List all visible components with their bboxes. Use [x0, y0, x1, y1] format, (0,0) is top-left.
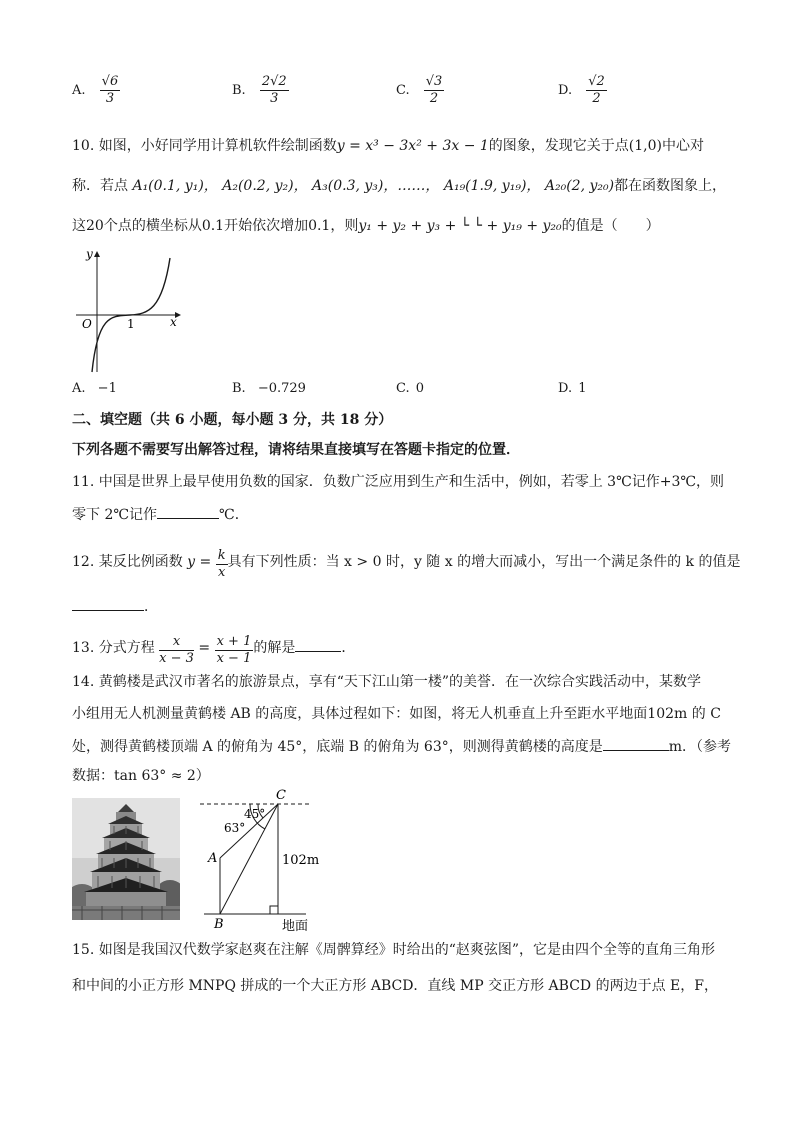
fraction — [159, 634, 194, 667]
denominator: 3 — [105, 91, 115, 106]
answer-blank[interactable] — [72, 596, 144, 611]
denominator: x — [217, 565, 226, 580]
option-value: −1 — [97, 381, 117, 396]
answer-blank[interactable] — [157, 504, 219, 519]
q13-text: ． — [341, 640, 356, 656]
q10-text: 这20个点的横坐标从0.1开始依次增加0.1，则 — [72, 218, 359, 234]
q10-text: 称．若点 — [72, 178, 128, 194]
origin-label: O — [82, 317, 92, 331]
denominator: 3 — [270, 91, 279, 106]
q10-text: 的值是（ ） — [561, 218, 660, 234]
q12-text: 12. 某反比例函数 — [72, 554, 183, 570]
q9-option-a — [72, 74, 120, 107]
option-label: D. — [558, 381, 573, 396]
fraction — [216, 548, 228, 581]
option-label: B. — [232, 381, 246, 396]
fraction — [260, 74, 289, 107]
q10-point: A₂(0.2, y₂)， — [222, 178, 308, 194]
q10-line-3 — [72, 216, 660, 236]
q10-text: 都在函数图象上， — [614, 178, 727, 194]
fraction — [215, 634, 254, 667]
answer-blank[interactable] — [603, 736, 669, 751]
fraction — [100, 74, 121, 107]
denominator: 2 — [592, 91, 601, 106]
yellow-crane-tower-photo — [72, 798, 180, 920]
question-number: 10. — [72, 138, 95, 154]
option-label: D. — [558, 83, 573, 98]
x-axis-label: x — [170, 315, 177, 329]
numerator: 2√2 — [261, 74, 287, 89]
option-label: A. — [72, 83, 86, 98]
numerator: √6 — [101, 74, 119, 89]
q12-equation-left: y = — [187, 554, 212, 570]
q11-line-1: 11. 中国是世界上最早使用负数的国家．负数广泛应用到生产和生活中，例如，若零上 3℃记作+3℃，则 — [72, 474, 725, 490]
q10-option-a — [72, 380, 117, 398]
q9-option-b — [232, 74, 289, 107]
q10-point: A₁(0.1, y₁)， — [132, 178, 218, 194]
option-label: B. — [232, 83, 246, 98]
q13-text: 的解是 — [253, 640, 296, 656]
q10-sum-expression: y₁ + y₂ + y₃ + └ └ + y₁₉ + y₂₀ — [358, 218, 562, 234]
q10-option-c — [396, 380, 424, 398]
q12-text: ． — [144, 599, 158, 615]
q10-point: A₂₀(2, y₂₀) — [544, 178, 615, 194]
q10-center-point: (1,0) — [628, 138, 662, 154]
q15-line-2: 和中间的小正方形 MNPQ 拼成的一个大正方形 ABCD．直线 MP 交正方形 ABCD 的两边于点 E，F， — [72, 978, 718, 994]
q10-text: 的图象，发现它关于点 — [488, 138, 629, 154]
q15-line-1: 15. 如图是我国汉代数学家赵爽在注解《周髀算经》时给出的“赵爽弦图”，它是由四个全等的直角三角形 — [72, 942, 716, 958]
q10-line-1 — [72, 136, 704, 156]
point-c-label: C — [276, 788, 286, 803]
q13-line — [72, 634, 355, 667]
q10-option-b — [232, 380, 306, 398]
q11-text: ℃． — [219, 507, 249, 523]
q10-line-2 — [72, 176, 726, 196]
tick-label-1: 1 — [127, 317, 135, 331]
option-label: A. — [72, 381, 86, 396]
angle-45-label: 45° — [244, 807, 266, 821]
q14-line-2: 小组用无人机测量黄鹤楼 AB 的高度，具体过程如下：如图，将无人机垂直上升至距水平地面102m 的 C — [72, 706, 721, 722]
option-value: 0 — [415, 381, 425, 396]
q14-line-4: 数据：tan 63° ≈ 2） — [72, 768, 210, 784]
q10-cubic-graph — [72, 244, 192, 376]
q14-text: 处，测得黄鹤楼顶端 A 的俯角为 45°，底端 B 的俯角为 63°，则测得黄鹤楼的高度是 — [72, 739, 603, 755]
q14-line-1: 14. 黄鹤楼是武汉市著名的旅游景点，享有“天下江山第一楼”的美誉．在一次综合实践活动中，某数学 — [72, 674, 702, 690]
q10-point: A₁₉(1.9, y₁₉)， — [443, 178, 541, 194]
denominator: 2 — [429, 91, 439, 106]
height-label: 102m — [282, 853, 320, 868]
fraction — [424, 74, 445, 107]
q13-text: 13. 分式方程 — [72, 640, 155, 656]
denominator: x − 1 — [216, 651, 252, 666]
q11-text: 零下 2℃记作 — [72, 507, 158, 523]
angle-63-label: 63° — [224, 821, 246, 835]
numerator: k — [217, 548, 226, 563]
numerator: √3 — [425, 74, 443, 89]
fraction — [586, 74, 607, 107]
q9-option-d — [558, 74, 607, 107]
section-instruction: 下列各题不需要写出解答过程，请将结果直接填写在答题卡指定的位置． — [72, 442, 520, 458]
denominator: x − 3 — [159, 651, 194, 666]
right-angle-marker — [270, 906, 278, 914]
q10-point: A₃(0.3, y₃)，……， — [312, 178, 440, 194]
equals-sign: = — [198, 640, 211, 656]
option-label: C. — [396, 83, 410, 98]
answer-blank[interactable] — [295, 637, 341, 652]
q14-text: m．（参考 — [668, 739, 732, 755]
q10-option-d — [558, 380, 587, 398]
point-a-label: A — [208, 851, 218, 866]
point-b-label: B — [214, 917, 224, 932]
q12-line-1 — [72, 548, 740, 581]
numerator: √2 — [588, 74, 605, 89]
section-heading: 二、填空题（共 6 小题，每小题 3 分，共 18 分） — [72, 412, 393, 428]
q14-geometry-diagram — [196, 786, 326, 934]
numerator: x + 1 — [216, 634, 252, 649]
ground-label: 地面 — [282, 919, 309, 934]
q12-line-2 — [72, 596, 158, 617]
q14-line-3 — [72, 736, 731, 757]
q10-function: y = x³ − 3x² + 3x − 1 — [336, 138, 489, 154]
q10-text: 如图，小好同学用计算机软件绘制函数 — [98, 138, 337, 154]
q9-option-c — [396, 74, 444, 107]
q10-text: 中心对 — [662, 138, 704, 154]
option-label: C. — [396, 381, 410, 396]
q11-line-2 — [72, 504, 249, 525]
option-value: −0.729 — [257, 381, 306, 396]
y-axis-label: y — [86, 247, 93, 261]
numerator: x — [159, 634, 194, 651]
option-value: 1 — [578, 381, 587, 396]
q12-text: 具有下列性质：当 x > 0 时，y 随 x 的增大而减小，写出一个满足条件的 k 的值是 — [227, 554, 741, 570]
